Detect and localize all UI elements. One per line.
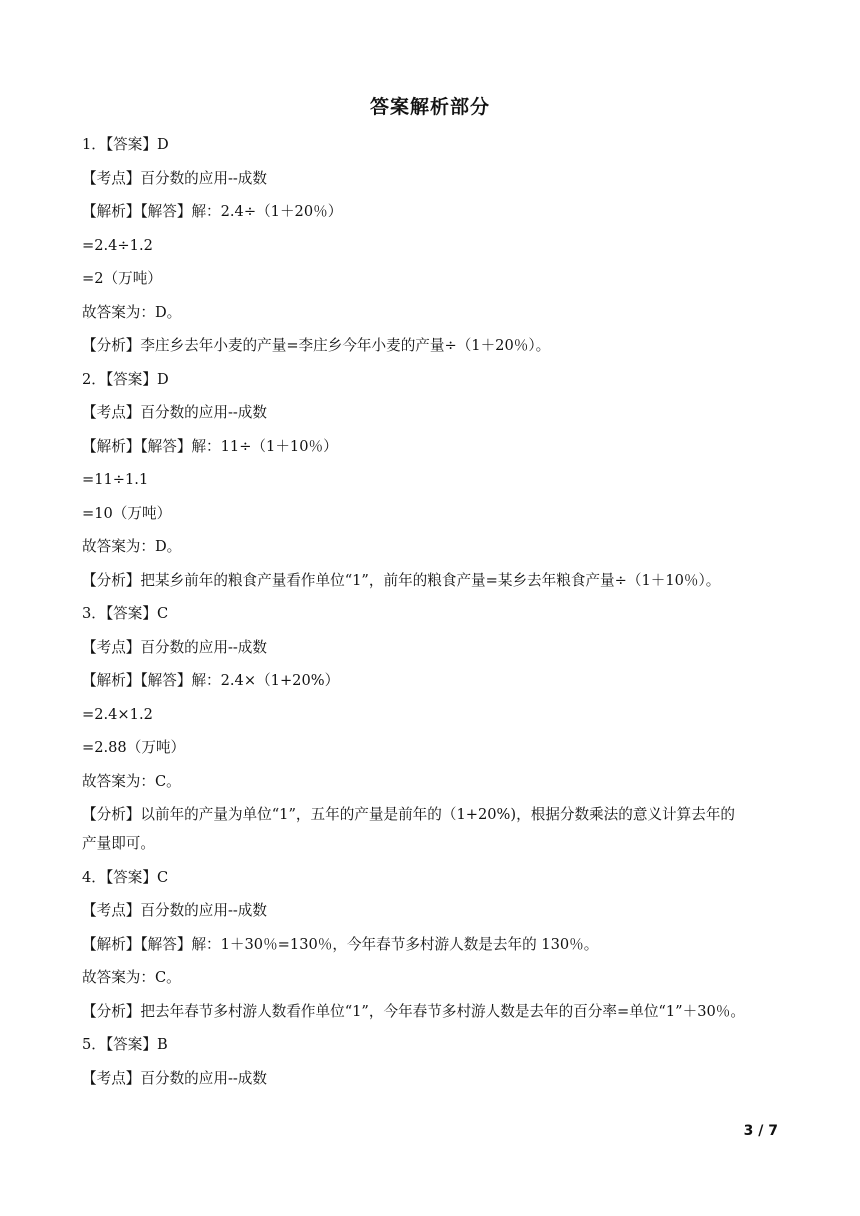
answer-lines [82, 133, 782, 1100]
text-line: 【解析】【解答】解：1＋30％=130％，今年春节多村游人数是去年的 130％。 [82, 935, 599, 953]
text-line: 【考点】百分数的应用--成数 [82, 169, 267, 187]
text-line: 【分析】把去年春节多村游人数看作单位“1”，今年春节多村游人数是去年的百分率=单位“1”＋30％。 [82, 1002, 745, 1020]
text-line: 【解析】【解答】解：2.4÷（1＋20％） [82, 203, 343, 220]
text-line: =10（万吨） [82, 504, 172, 522]
text-line: 3．【答案】C [82, 605, 169, 622]
text-line: 【考点】百分数的应用--成数 [82, 1069, 267, 1087]
text-line: =2.88（万吨） [82, 739, 186, 756]
text-line: 2．【答案】D [82, 370, 169, 388]
text-line: 4．【答案】C [82, 868, 169, 886]
page-title: 答案解析部分 [369, 96, 490, 118]
text-line: 故答案为：C。 [82, 772, 181, 790]
text-line: 【分析】以前年的产量为单位“1”，五年的产量是前年的（1+20%)，根据分数乘法的意义计算去年的 [82, 806, 736, 823]
text-line: 5．【答案】B [82, 1036, 168, 1053]
text-line: 【考点】百分数的应用--成数 [82, 638, 267, 656]
text-line: 【解析】【解答】解：11÷（1＋10％） [82, 437, 338, 455]
text-line: 1．【答案】D [82, 136, 169, 153]
text-line: 【考点】百分数的应用--成数 [82, 902, 267, 919]
text-line: =11÷1.1 [82, 471, 149, 488]
text-line: 故答案为：C。 [82, 969, 181, 986]
page-number: 3 / 7 [743, 1123, 778, 1139]
text-line: 故答案为：D。 [82, 538, 182, 555]
text-line: 【分析】把某乡前年的粮食产量看作单位“1”，前年的粮食产量=某乡去年粮食产量÷（1＋10％）。 [82, 571, 721, 589]
text-line: 产量即可。 [82, 835, 155, 852]
text-line: =2（万吨） [82, 270, 162, 287]
text-line: 【考点】百分数的应用--成数 [82, 404, 267, 421]
text-line: 故答案为：D。 [82, 303, 182, 321]
text-line: =2.4×1.2 [82, 705, 153, 723]
text-line: 【解析】【解答】解：2.4×（1+20%） [82, 672, 340, 689]
text-line: =2.4÷1.2 [82, 236, 153, 254]
text-line: 【分析】李庄乡去年小麦的产量=李庄乡今年小麦的产量÷（1＋20％）。 [82, 337, 551, 354]
